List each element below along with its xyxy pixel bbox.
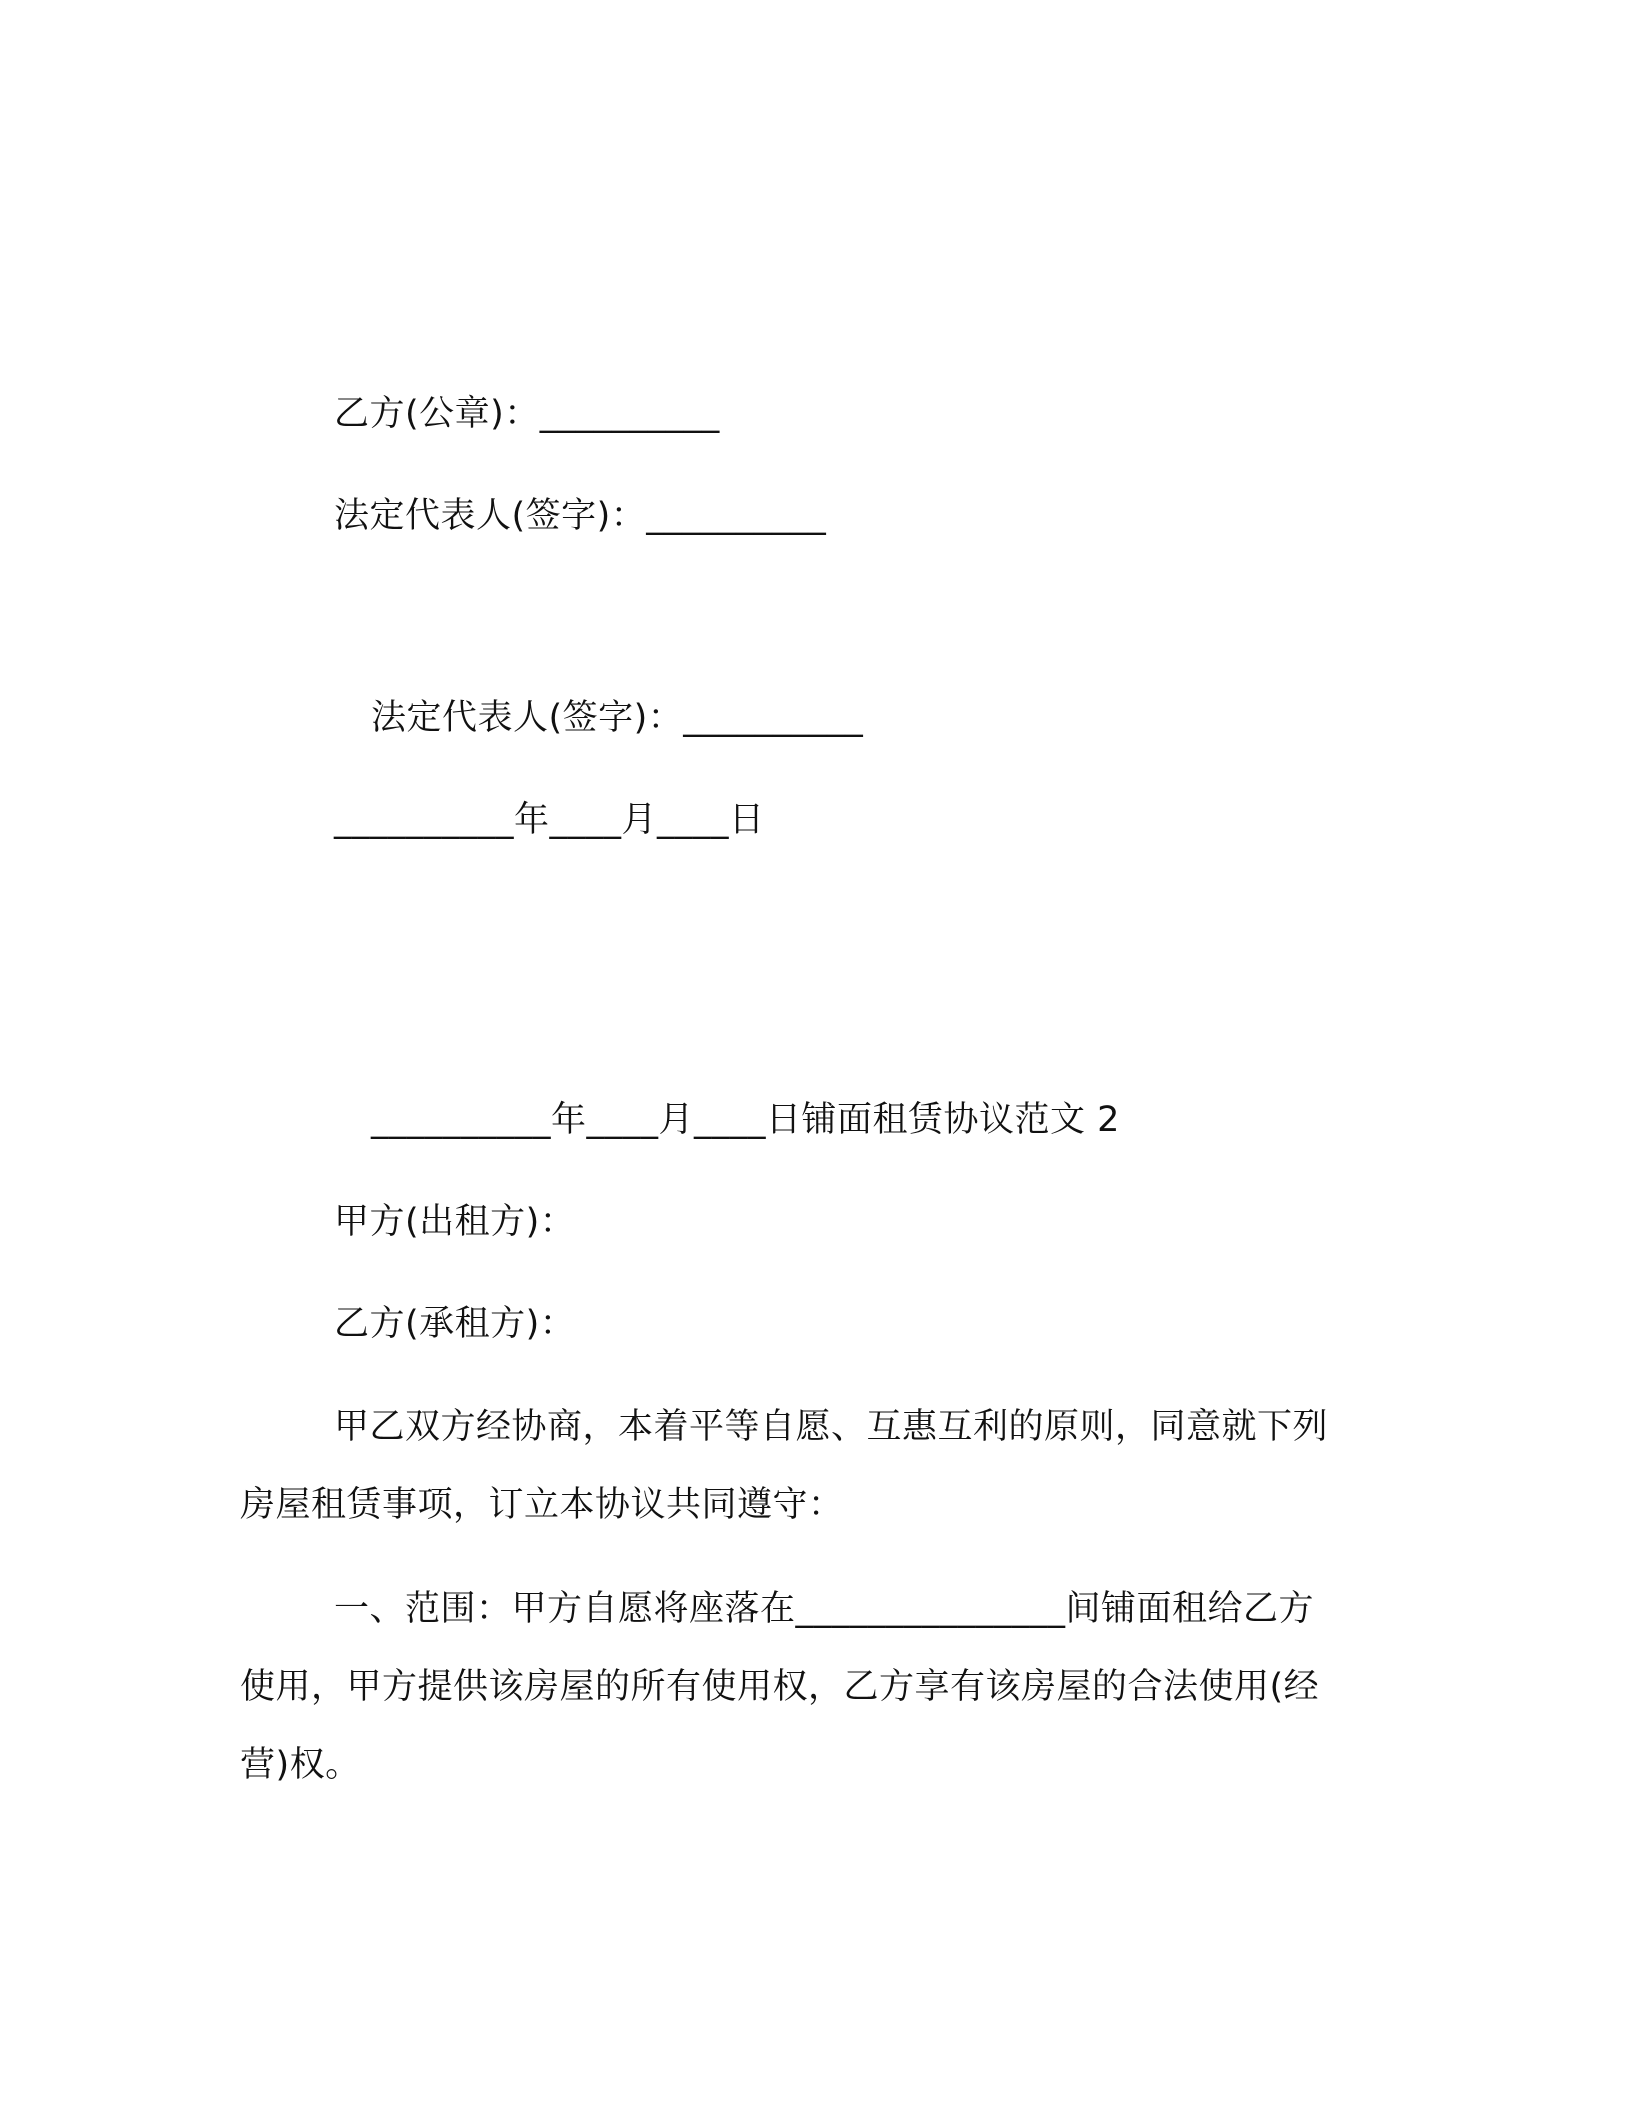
clause-1-line-2: 使用，甲方提供该房屋的所有使用权，乙方享有该房屋的合法使用(经 xyxy=(240,1667,1320,1707)
party-b-line: 乙方(承租方)： xyxy=(334,1304,576,1344)
party-a-line: 甲方(出租方)： xyxy=(334,1202,576,1242)
legal-rep-signature-line: 法定代表人(签字)：__________ xyxy=(334,496,827,536)
intro-line-2: 房屋租赁事项，订立本协议共同遵守： xyxy=(240,1485,844,1525)
clause-1-line-1: 一、范围：甲方自愿将座落在_______________间铺面租给乙方 xyxy=(334,1589,1315,1629)
intro-paragraph xyxy=(240,1388,1328,1544)
clause-1-line-3: 营)权。 xyxy=(240,1745,361,1785)
party-b-seal-line: 乙方(公章)：__________ xyxy=(334,394,720,434)
clause-1-paragraph xyxy=(240,1570,1319,1804)
date-line: __________年____月____日 xyxy=(334,800,765,840)
agreement-title: __________年____月____日铺面租赁协议范文 2 xyxy=(371,1100,1120,1140)
intro-line-1: 甲乙双方经协商，本着平等自愿、互惠互利的原则，同意就下列 xyxy=(334,1407,1329,1447)
legal-rep-signature-line-2: 法定代表人(签字)：__________ xyxy=(371,698,864,738)
